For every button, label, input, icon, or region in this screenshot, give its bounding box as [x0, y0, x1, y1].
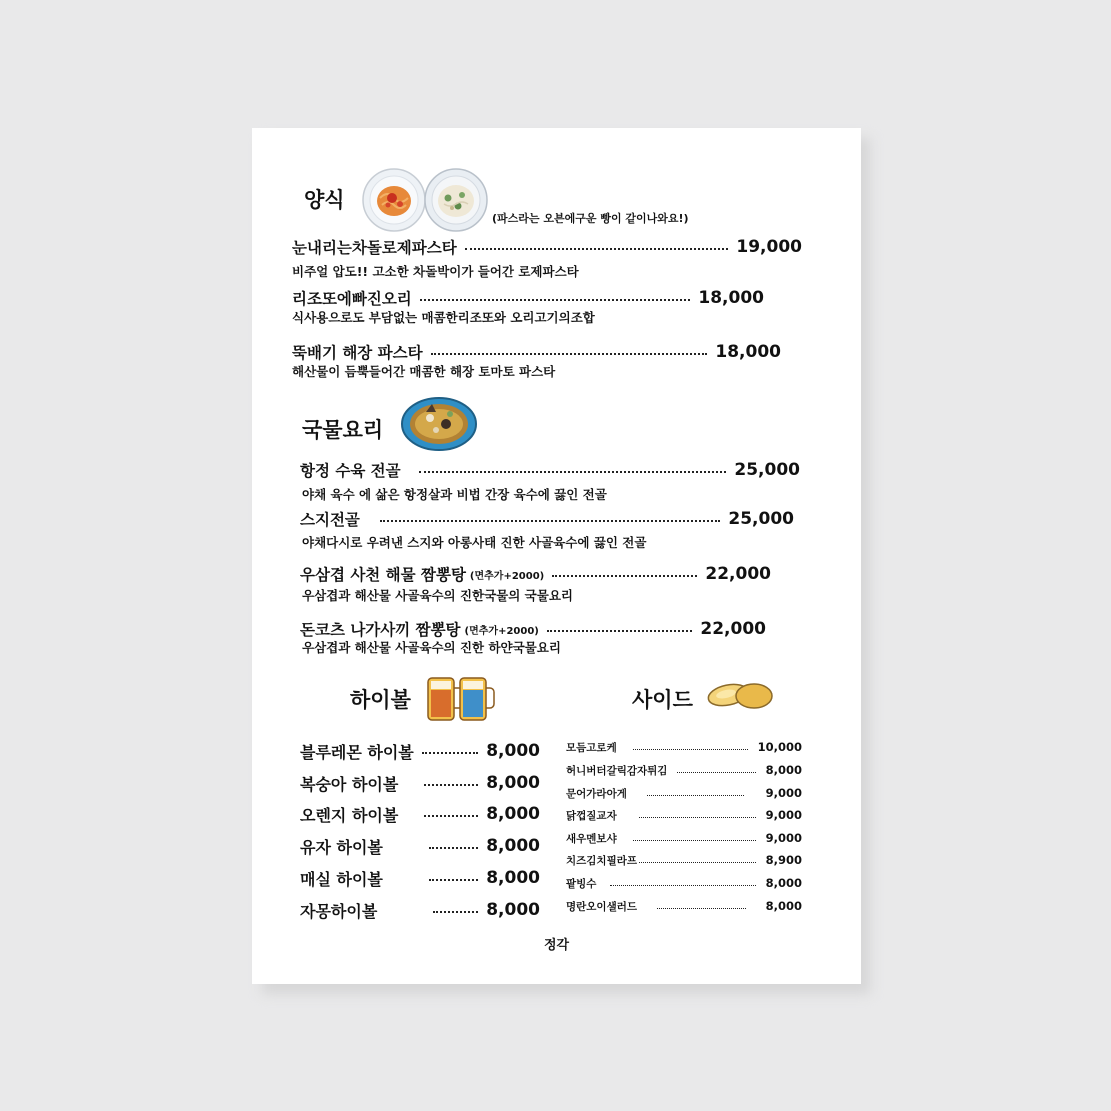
item-description: 야채다시로 우려낸 스지와 아롱사태 진한 사골육수에 끓인 전골 [302, 535, 647, 550]
item-name: 오렌지 하이볼 [300, 805, 399, 825]
menu-item [292, 341, 781, 363]
leader-dots [647, 795, 744, 796]
leader-dots [639, 862, 756, 863]
menu-item [566, 782, 802, 804]
menu-item [566, 804, 802, 826]
item-name: 유자 하이볼 [300, 837, 383, 857]
item-name: 리조또에빠진오리 [292, 290, 412, 308]
leader-dots [380, 520, 720, 522]
item-price: 18,000 [698, 288, 764, 308]
item-name: 항정 수육 전골 [300, 462, 401, 480]
item-price: 8,000 [486, 868, 540, 888]
menu-item [566, 872, 802, 894]
item-name: 블루레몬 하이볼 [300, 742, 414, 762]
item-price: 25,000 [728, 509, 794, 529]
item-price: 8,000 [765, 763, 802, 777]
footer-brand: 정각 [543, 938, 570, 953]
item-price: 22,000 [700, 619, 766, 639]
section-title-western: 양식 [304, 188, 345, 212]
menu-item [566, 736, 802, 758]
leader-dots [547, 630, 693, 632]
menu-item [300, 459, 800, 481]
leader-dots [429, 879, 478, 881]
leader-dots [424, 784, 478, 786]
leader-dots [677, 772, 755, 773]
item-name: 자몽하이볼 [300, 901, 378, 921]
croquette-icon [706, 680, 774, 710]
menu-item [566, 827, 802, 849]
item-name: 문어가라아게 [566, 787, 627, 800]
item-name: 치즈김치필라프 [566, 854, 638, 867]
item-price: 8,000 [486, 900, 540, 920]
item-name: 매실 하이볼 [300, 869, 383, 889]
menu-item [300, 740, 540, 762]
item-price: 9,000 [765, 831, 802, 845]
item-price: 9,000 [765, 786, 802, 800]
item-description: 우삼겹과 해산물 사골육수의 진한 하얀국물요리 [302, 640, 561, 655]
item-name: 복숭아 하이볼 [300, 774, 399, 794]
item-name: 닭껍질교자 [566, 809, 617, 822]
hotpot-pan-icon [400, 394, 478, 452]
leader-dots [424, 815, 478, 817]
item-price: 8,900 [765, 853, 802, 867]
item-name: 팥빙수 [566, 877, 597, 890]
menu-item [300, 563, 771, 585]
item-description: 야채 육수 에 삶은 항정살과 비법 간장 육수에 끓인 전골 [302, 487, 607, 502]
leader-dots [639, 817, 756, 818]
item-name: 명란오이샐러드 [566, 900, 638, 913]
menu-item [292, 236, 802, 258]
leader-dots [633, 749, 748, 750]
item-price: 8,000 [486, 804, 540, 824]
item-note: (면추가+2000) [464, 625, 539, 637]
leader-dots [657, 908, 746, 909]
menu-item [300, 867, 540, 889]
leader-dots [431, 353, 708, 355]
item-note: (면추가+2000) [469, 570, 545, 582]
item-price: 9,000 [765, 808, 802, 822]
menu-item [566, 849, 802, 871]
leader-dots [422, 752, 478, 754]
item-name: 스지전골 [300, 511, 360, 529]
item-description: 비주얼 압도!! 고소한 차돌박이가 들어간 로제파스타 [292, 264, 579, 279]
menu-item [292, 287, 764, 309]
item-price: 8,000 [765, 876, 802, 890]
item-price: 8,000 [486, 773, 540, 793]
item-price: 8,000 [765, 899, 802, 913]
item-price: 19,000 [736, 237, 802, 257]
leader-dots [419, 471, 727, 473]
menu-item [566, 759, 802, 781]
leader-dots [633, 840, 756, 841]
menu-item [300, 508, 794, 530]
item-price: 22,000 [705, 564, 771, 584]
menu-item [300, 618, 766, 640]
item-description: 우삼겹과 해산물 사골육수의 진한국물의 국물요리 [302, 588, 573, 603]
item-name: 새우멘보샤 [566, 832, 617, 845]
item-price: 8,000 [486, 741, 540, 761]
leader-dots [552, 575, 697, 577]
menu-sheet [252, 128, 861, 984]
menu-item [566, 895, 802, 917]
highball-mugs-icon [426, 674, 496, 724]
item-price: 10,000 [757, 740, 802, 754]
menu-item [300, 772, 540, 794]
leader-dots [420, 299, 691, 301]
item-price: 8,000 [486, 836, 540, 856]
item-price: 18,000 [715, 342, 781, 362]
leader-dots [610, 885, 755, 886]
section-title-highball: 하이볼 [350, 688, 411, 712]
menu-item [300, 803, 540, 825]
item-description: 식사용으로도 부담없는 매콤한리조또와 오리고기의조합 [292, 310, 595, 325]
item-name: 돈코츠 나가사끼 짬뽕탕 [300, 621, 461, 639]
section-title-side: 사이드 [632, 688, 693, 712]
item-price: 25,000 [734, 460, 800, 480]
tomato-pasta-plate-icon [362, 168, 426, 232]
section-title-soup: 국물요리 [302, 418, 384, 442]
western-note: (파스라는 오븐에구운 빵이 같이나와요!) [492, 212, 689, 225]
item-description: 해산물이 듬뿍들어간 매콤한 해장 토마토 파스타 [292, 364, 556, 379]
item-name: 눈내리는차돌로제파스타 [292, 239, 457, 257]
item-name: 허니버터갈릭감자튀김 [566, 764, 668, 777]
menu-item [300, 835, 540, 857]
cream-pasta-plate-icon [424, 168, 488, 232]
leader-dots [429, 847, 478, 849]
item-name: 뚝배기 해장 파스타 [292, 344, 423, 362]
leader-dots [465, 248, 729, 250]
leader-dots [433, 911, 478, 913]
item-name: 모듬고로케 [566, 741, 617, 754]
item-name: 우삼겹 사천 해물 짬뽕탕 [300, 566, 466, 584]
menu-item [300, 899, 540, 921]
